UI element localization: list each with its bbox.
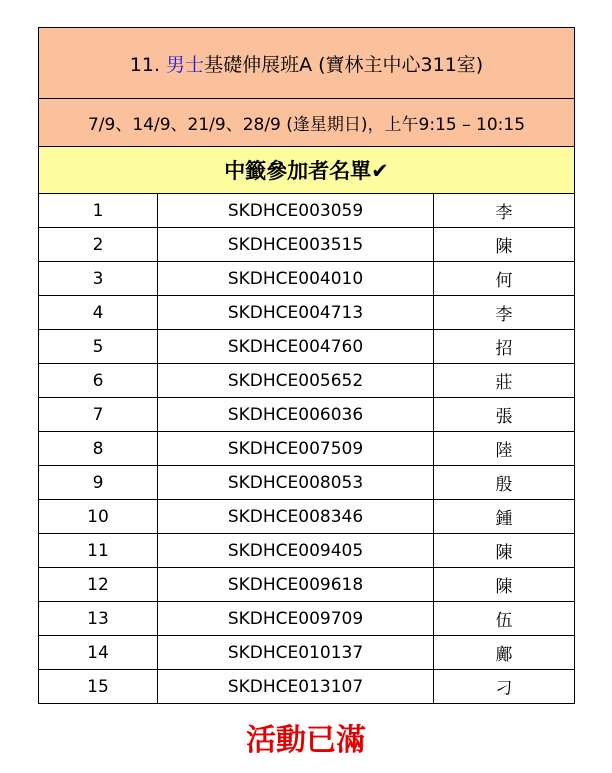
table-row bbox=[39, 262, 575, 296]
title-highlight: 男士 bbox=[166, 53, 205, 76]
row-number: 6 bbox=[39, 364, 158, 398]
table-row bbox=[39, 398, 575, 432]
participant-surname: 陸 bbox=[434, 432, 575, 466]
title-rest: 基礎伸展班A (寶林主中心311室) bbox=[204, 53, 484, 76]
participant-code: SKDHCE005652 bbox=[158, 364, 434, 398]
participant-surname: 刁 bbox=[434, 670, 575, 704]
participant-code: SKDHCE003515 bbox=[158, 228, 434, 262]
schedule-text: 7/9、14/9、21/9、28/9 (逢星期日)，上午9:15 – 10:15 bbox=[39, 99, 575, 147]
row-number: 8 bbox=[39, 432, 158, 466]
table-row bbox=[39, 466, 575, 500]
participant-surname: 莊 bbox=[434, 364, 575, 398]
participant-code: SKDHCE009618 bbox=[158, 568, 434, 602]
table-row bbox=[39, 228, 575, 262]
list-heading-row bbox=[39, 147, 575, 194]
participant-surname: 殷 bbox=[434, 466, 575, 500]
participant-surname: 何 bbox=[434, 262, 575, 296]
title-prefix: 11. bbox=[129, 53, 167, 76]
participant-surname: 李 bbox=[434, 194, 575, 228]
table-row bbox=[39, 568, 575, 602]
participant-surname: 陳 bbox=[434, 228, 575, 262]
row-number: 4 bbox=[39, 296, 158, 330]
participant-code: SKDHCE010137 bbox=[158, 636, 434, 670]
table-row bbox=[39, 432, 575, 466]
table-row bbox=[39, 534, 575, 568]
row-number: 9 bbox=[39, 466, 158, 500]
class-title bbox=[39, 28, 575, 99]
table-row bbox=[39, 330, 575, 364]
participant-code: SKDHCE006036 bbox=[158, 398, 434, 432]
participant-surname: 李 bbox=[434, 296, 575, 330]
participant-surname: 招 bbox=[434, 330, 575, 364]
participant-surname: 陳 bbox=[434, 568, 575, 602]
row-number: 7 bbox=[39, 398, 158, 432]
status-full-text: 活動已滿 bbox=[246, 723, 366, 758]
row-number: 13 bbox=[39, 602, 158, 636]
table-row bbox=[39, 670, 575, 704]
list-heading: 中籤參加者名單✔ bbox=[39, 147, 575, 194]
class-title-row bbox=[39, 28, 575, 99]
participant-code: SKDHCE004713 bbox=[158, 296, 434, 330]
table-row bbox=[39, 194, 575, 228]
participant-code: SKDHCE004760 bbox=[158, 330, 434, 364]
row-number: 2 bbox=[39, 228, 158, 262]
participant-surname: 伍 bbox=[434, 602, 575, 636]
table-row bbox=[39, 636, 575, 670]
participant-code: SKDHCE013107 bbox=[158, 670, 434, 704]
participant-code: SKDHCE003059 bbox=[158, 194, 434, 228]
row-number: 5 bbox=[39, 330, 158, 364]
row-number: 15 bbox=[39, 670, 158, 704]
participant-surname: 鍾 bbox=[434, 500, 575, 534]
row-number: 12 bbox=[39, 568, 158, 602]
table-row bbox=[39, 500, 575, 534]
participant-surname: 鄺 bbox=[434, 636, 575, 670]
row-number: 14 bbox=[39, 636, 158, 670]
table-row bbox=[39, 364, 575, 398]
participant-code: SKDHCE007509 bbox=[158, 432, 434, 466]
table-row bbox=[39, 602, 575, 636]
row-number: 1 bbox=[39, 194, 158, 228]
table-row bbox=[39, 296, 575, 330]
participant-code: SKDHCE004010 bbox=[158, 262, 434, 296]
schedule-row bbox=[39, 99, 575, 147]
participant-code: SKDHCE009709 bbox=[158, 602, 434, 636]
participant-list-table bbox=[38, 27, 575, 704]
row-number: 10 bbox=[39, 500, 158, 534]
participant-surname: 陳 bbox=[434, 534, 575, 568]
participant-code: SKDHCE008346 bbox=[158, 500, 434, 534]
row-number: 3 bbox=[39, 262, 158, 296]
row-number: 11 bbox=[39, 534, 158, 568]
participant-code: SKDHCE009405 bbox=[158, 534, 434, 568]
participant-surname: 張 bbox=[434, 398, 575, 432]
participant-code: SKDHCE008053 bbox=[158, 466, 434, 500]
